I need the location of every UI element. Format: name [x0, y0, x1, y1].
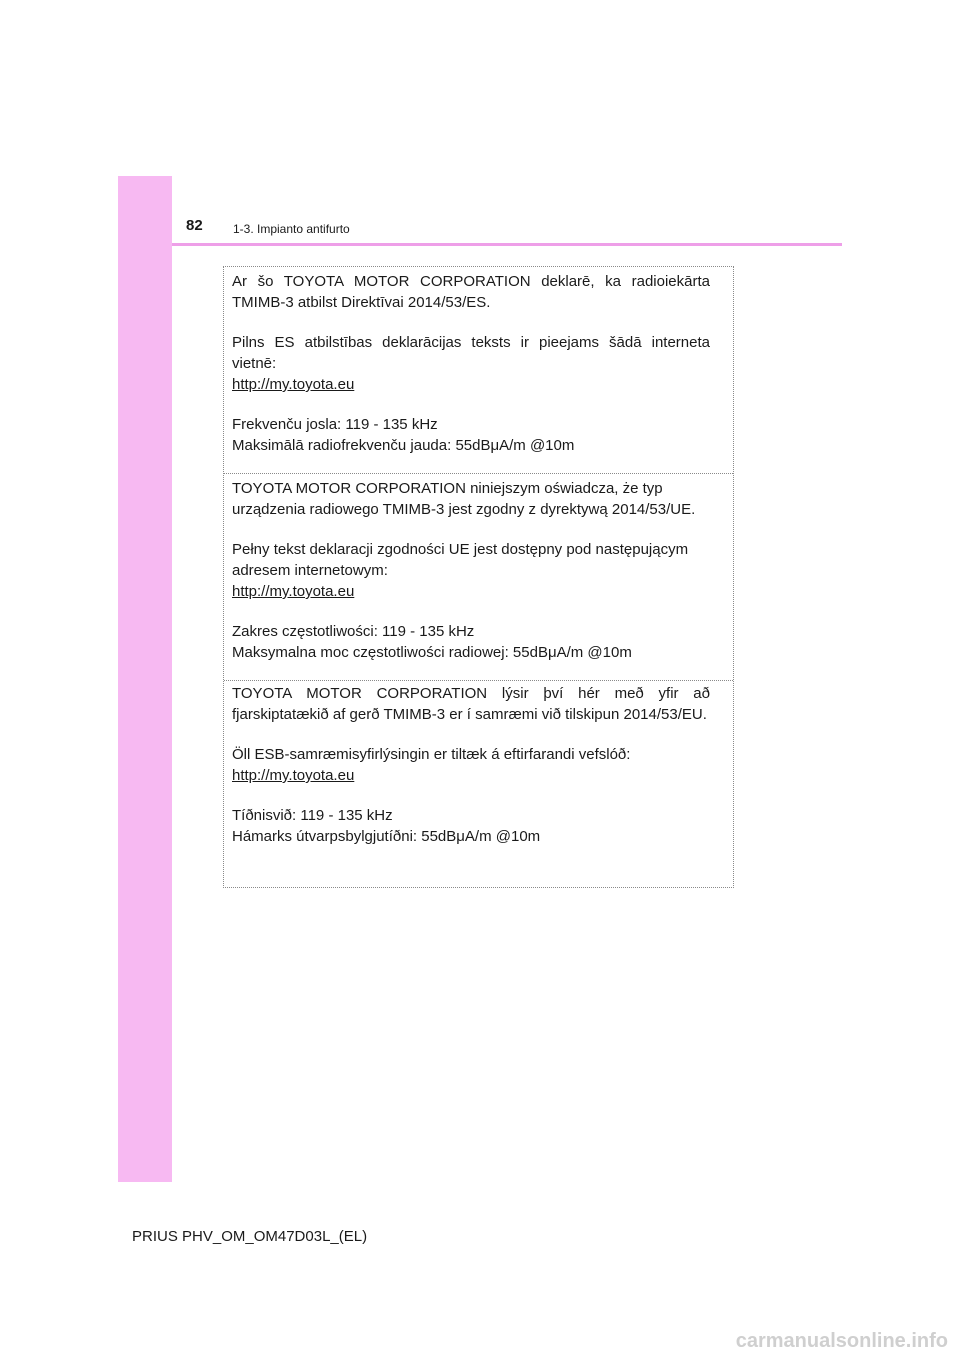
- notice-latvian: [232, 271, 710, 456]
- section-title: 1-3. Impianto antifurto: [233, 222, 350, 236]
- declaration-link[interactable]: http://my.toyota.eu: [232, 376, 355, 393]
- notice-divider: [224, 680, 733, 681]
- full-text-info: Öll ESB-samræmisyfirlýsingin er tiltæk á eftirfarandi vefslóð:: [232, 746, 631, 763]
- declaration-link[interactable]: http://my.toyota.eu: [232, 583, 355, 600]
- declaration-link[interactable]: http://my.toyota.eu: [232, 767, 355, 784]
- notice-divider: [224, 473, 733, 474]
- max-power: Hámarks útvarpsbylgjutíðni: 55dBμA/m @10m: [232, 828, 541, 845]
- compliance-notice-box: [223, 266, 734, 888]
- page-number: 82: [186, 217, 203, 234]
- frequency-band: Frekvenču josla: 119 - 135 kHz: [232, 416, 438, 433]
- frequency-band: Tíðnisvið: 119 - 135 kHz: [232, 807, 393, 824]
- site-watermark: carmanualsonline.info: [735, 1330, 948, 1352]
- full-text-info: Pilns ES atbilstības deklarācijas teksts ir pieejams šādā interneta vietnē:: [232, 334, 710, 372]
- max-power: Maksymalna moc częstotliwości radiowej: 55dBμA/m @10m: [232, 644, 632, 661]
- manual-code: PRIUS PHV_OM_OM47D03L_(EL): [132, 1228, 368, 1245]
- declaration-text: TOYOTA MOTOR CORPORATION niniejszym oświadcza, że typ urządzenia radiowego TMIMB-3 jest zgodny z dyrektywą 2014/53/UE.: [232, 480, 696, 518]
- frequency-band: Zakres częstotliwości: 119 - 135 kHz: [232, 623, 475, 640]
- header-rule: [172, 243, 842, 246]
- notice-icelandic: [232, 683, 710, 847]
- full-text-info: Pełny tekst deklaracji zgodności UE jest dostępny pod następującym adresem internetowym:: [232, 541, 689, 579]
- max-power: Maksimālā radiofrekvenču jauda: 55dBμA/m @10m: [232, 437, 575, 454]
- declaration-text: Ar šo TOYOTA MOTOR CORPORATION deklarē, ka radioiekārta TMIMB-3 atbilst Direktīvai 2014/53/ES.: [232, 273, 710, 311]
- notice-polish: [232, 478, 710, 663]
- declaration-text: TOYOTA MOTOR CORPORATION lýsir því hér með yfir að fjarskiptatækið af gerð TMIMB-3 er í samræmi við tilskipun 2014/53/EU.: [232, 685, 710, 723]
- side-tab-band: [118, 176, 172, 1182]
